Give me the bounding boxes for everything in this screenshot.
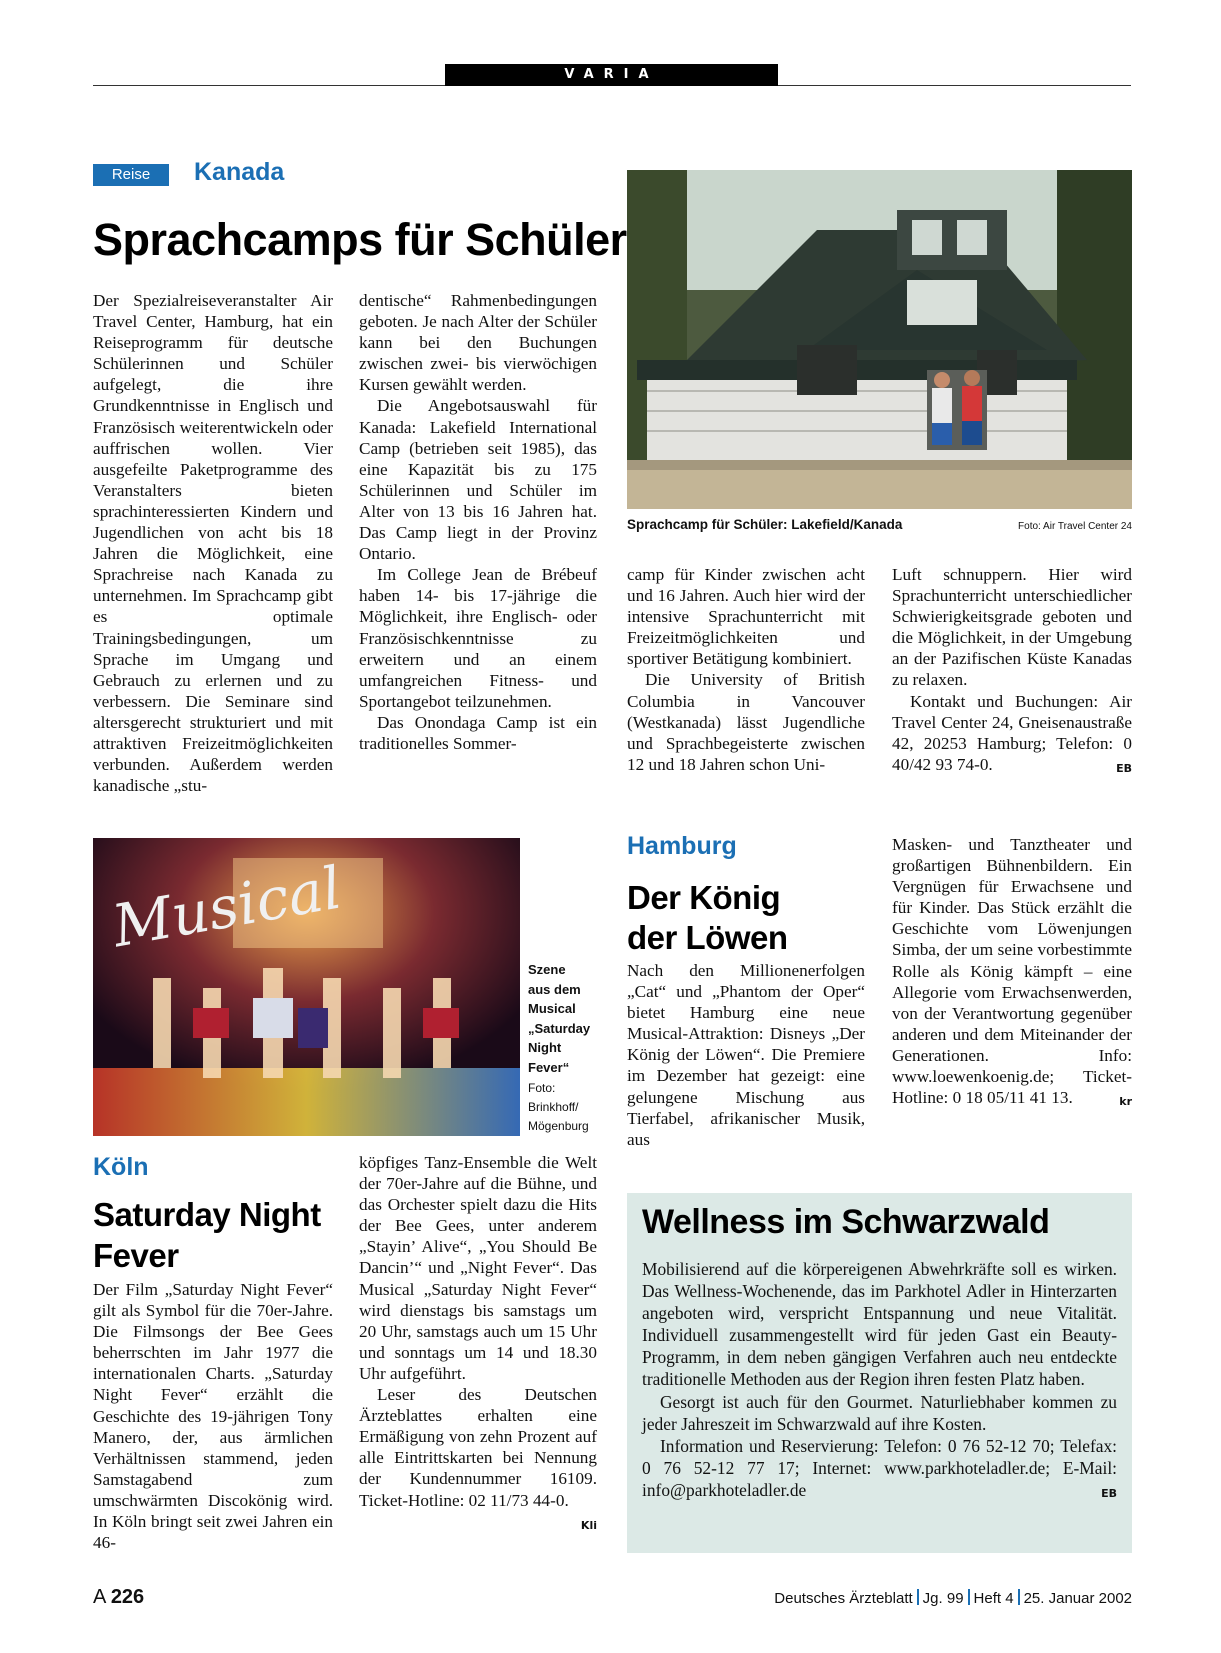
paragraph-text: Information und Reservierung: Telefon: 0 76 52-12 70; Telefax: 0 76 52-12 77 17; Internet: www.parkhoteladler.de; E-Mail: info@parkhoteladler.de: [642, 1435, 1117, 1500]
journal-issue: Heft 4: [973, 1590, 1014, 1607]
separator: [1018, 1589, 1020, 1605]
article2-col2: [359, 1152, 597, 1536]
paragraph: Die Angebotsauswahl für Kanada: Lakefield International Camp (betrieben seit 1985), das eine Kapazität bis zu 175 Schülerinnen und Schüler im Alter von 13 bis 16 Jahren hat. Das Camp liegt in der Provinz Ontario.: [359, 396, 597, 564]
headline-line: Der König: [627, 879, 781, 916]
author-signature: Kli: [580, 1518, 597, 1532]
article1-col4: [892, 564, 1132, 779]
journal-date: 25. Januar 2002: [1023, 1590, 1132, 1607]
paragraph: Nach den Millionenerfolgen „Cat“ und „Phantom der Oper“ bietet Hamburg eine neue Musical-Attraktion: Disneys „Der König der Löwen“. Die Premiere im Dezember hat gezeigt: eine gelungene Mischung aus Tierfabel, afrikanischer Musik, aus: [627, 961, 865, 1149]
paragraph: Im College Jean de Brébeuf haben 14- bis 17-jährige die Möglichkeit, ihre Englisch- oder Französischkenntnisse zu erweitern und an einem umfangreichen Fitness- und Sportangebot teilzunehmen.: [359, 565, 597, 711]
section-label: VARIA: [445, 64, 778, 86]
caption-line: Szene: [528, 962, 566, 977]
credit-line: Mögenburg: [528, 1119, 589, 1133]
caption-line: Fever“: [528, 1059, 570, 1075]
paragraph: Der Spezialreiseveranstalter Air Travel Center, Hamburg, hat ein Reiseprogramm für deutsche Schülerinnen und Schüler aufgelegt, die ihre Grundkenntnisse in Englisch und Französisch weiterentwickeln oder auffrischen wollen. Vier ausgefeilte Paketprogramme des Veranstalters bieten sprachinteressierten Kindern und Jugendlichen von acht bis 18 Jahren die Möglichkeit, eine Sprachreise nach Kanada zu unternehmen. Im Sprachcamp gibt es optimale Trainingsbedingungen, um Sprache im Umgang und Gebrauch zu erlernen und zu verbessern. Die Seminare sind altersgerecht strukturiert und mit attraktiven Freizeitmöglichkeiten verbunden. Außerdem werden kanadische „stu-: [93, 291, 333, 796]
author-signature: kr: [1119, 1095, 1132, 1109]
journal-name: Deutsches Ärzteblatt: [774, 1590, 913, 1607]
article1-col1: [93, 290, 333, 796]
article1-kicker: Kanada: [194, 158, 285, 186]
paragraph: camp für Kinder zwischen acht und 16 Jahren. Auch hier wird der intensive Sprachunterricht mit Freizeitmöglichkeiten und sportiver Betätigung kombiniert.: [627, 565, 865, 669]
caption-line: aus dem: [528, 981, 581, 997]
caption-line: Musical: [528, 1001, 576, 1016]
article3-headline: [627, 878, 788, 958]
article4-body: [642, 1258, 1117, 1505]
journal-volume: Jg. 99: [922, 1590, 964, 1607]
paragraph: Die University of British Columbia in Vancouver (Westkanada) lässt Jugendliche und Sprachbegeisterte zwischen 12 und 18 Jahren schon Uni-: [627, 670, 865, 774]
author-signature: EB: [1101, 1486, 1117, 1500]
musical-photo: [93, 838, 520, 1136]
musical-photo-image: [93, 838, 520, 1136]
paragraph-text: Leser des Deutschen Ärzteblattes erhalten eine Ermäßigung von zehn Prozent auf alle Eintrittskarten bei Nennung der Kundennummer 16109. Ticket-Hotline: 02 11/73 44-0.: [359, 1385, 597, 1510]
article1-col3: [627, 564, 865, 775]
paragraph: Luft schnuppern. Hier wird Sprachunterricht unterschiedlicher Schwierigkeitsgrade geboten und die Möglichkeit, in der Umgebung an der Pazifischen Küste Kanadas zu relaxen.: [892, 565, 1132, 690]
page-number-value: 226: [110, 1586, 145, 1608]
article2-col1: [93, 1279, 333, 1553]
camp-photo-caption: Sprachcamp für Schüler: Lakefield/Kanada: [627, 517, 903, 532]
article2-kicker: Köln: [93, 1153, 149, 1181]
separator: [917, 1589, 919, 1605]
article2-headline: [93, 1194, 321, 1276]
paragraph-text: Kontakt und Buchungen: Air Travel Center 24, Gneisenaustraße 42, 20253 Hamburg; Telefon: 0 40/42 93 74-0.: [892, 691, 1132, 774]
paragraph-text: Masken- und Tanztheater und großartigen Bühnenbildern. Ein Vergnügen für Erwachsene und für Kinder. Das Stück erzählt die Geschichte vom Löwenjungen Simba, der um seine vorbestimmte Rolle als König kämpft – eine Allegorie vom Erwachsenwerden, von der Verantwortung gegenüber anderen und dem Miteinander der Generationen. Info: www.loewenkoenig.de; Ticket-Hotline: 0 18 05/11 41 13.: [892, 835, 1132, 1108]
article4-headline: Wellness im Schwarzwald: [642, 1203, 1050, 1241]
footer-journal-info: [774, 1589, 1132, 1607]
caption-line: „Saturday: [528, 1020, 591, 1036]
paragraph: Mobilisierend auf die körpereigenen Abwehrkräfte soll es wirken. Das Wellness-Wochenende, das im Parkhotel Adler in Hinterzarten angeboten wird, verspricht Entspannung und neue Vitalität. Individuell zusammengestellt wird für jeden Gast ein Beauty-Programm, in dem neben gängigen Verfahren auch neu entdeckte traditionelle Methoden aus der Region ihren festen Platz haben.: [642, 1259, 1117, 1390]
paragraph: [642, 1435, 1117, 1501]
paragraph: Der Film „Saturday Night Fever“ gilt als Symbol für die 70er-Jahre. Die Filmsongs der Bee Gees beherrschten im Jahr 1977 die internationalen Charts. „Saturday Night Fever“ erzählt die Geschichte des 19-jährigen Tony Manero, der, aus ärmlichen Verhältnissen stammend, jeden Samstagabend zum umschwärmten Discokönig wird. In Köln bringt seit zwei Jahren ein 46-: [93, 1280, 333, 1553]
paragraph: [892, 691, 1132, 775]
credit-line: Foto:: [528, 1081, 556, 1095]
paragraph: [892, 834, 1132, 1108]
article3-col2: [892, 834, 1132, 1112]
headline-line: der Löwen: [627, 919, 788, 956]
headline-line: Fever: [93, 1237, 179, 1274]
separator: [968, 1589, 970, 1605]
musical-photo-caption: [528, 960, 608, 1136]
article1-headline: Sprachcamps für Schüler: [93, 214, 627, 265]
page-prefix: A: [93, 1586, 106, 1608]
credit-line: Brinkhoff/: [528, 1100, 579, 1114]
paragraph: dentische“ Rahmenbedingungen geboten. Je nach Alter der Schüler kann bei den Buchungen zwischen zwei- bis vierwöchigen Kursen gewählt werden.: [359, 291, 597, 395]
article3-kicker: Hamburg: [627, 832, 737, 860]
paragraph: Gesorgt ist auch für den Gourmet. Naturliebhaber kommen zu jeder Jahreszeit im Schwarzwald auf ihre Kosten.: [642, 1391, 1117, 1434]
camp-photo-image: [627, 170, 1132, 509]
musical-photo-lettering: Musical: [107, 853, 347, 961]
article3-col1: [627, 960, 865, 1150]
author-signature: EB: [1116, 761, 1132, 775]
wellness-box: [627, 1193, 1132, 1553]
page-number: [93, 1586, 144, 1609]
paragraph: Das Onondaga Camp ist ein traditionelles Sommer-: [359, 712, 597, 753]
headline-line: Saturday Night: [93, 1196, 321, 1233]
category-badge: Reise: [93, 164, 169, 186]
paragraph: [359, 1384, 597, 1532]
camp-photo-credit: Foto: Air Travel Center 24: [1018, 521, 1132, 532]
caption-line: Night: [528, 1040, 562, 1055]
paragraph: köpfiges Tanz-Ensemble die Welt der 70er-Jahre auf die Bühne, und das Orchester spielt dazu die Hits der Bee Gees, unter anderem „Stayin’ Alive“, „You Should Be Dancin’“ und „Night Fever“. Das Musical „Saturday Night Fever“ wird dienstags bis samstags um 20 Uhr, samstags auch um 15 Uhr und sonntags um 14 und 18.30 Uhr aufgeführt.: [359, 1153, 597, 1383]
article1-col2: [359, 290, 597, 754]
camp-photo: [627, 170, 1132, 509]
